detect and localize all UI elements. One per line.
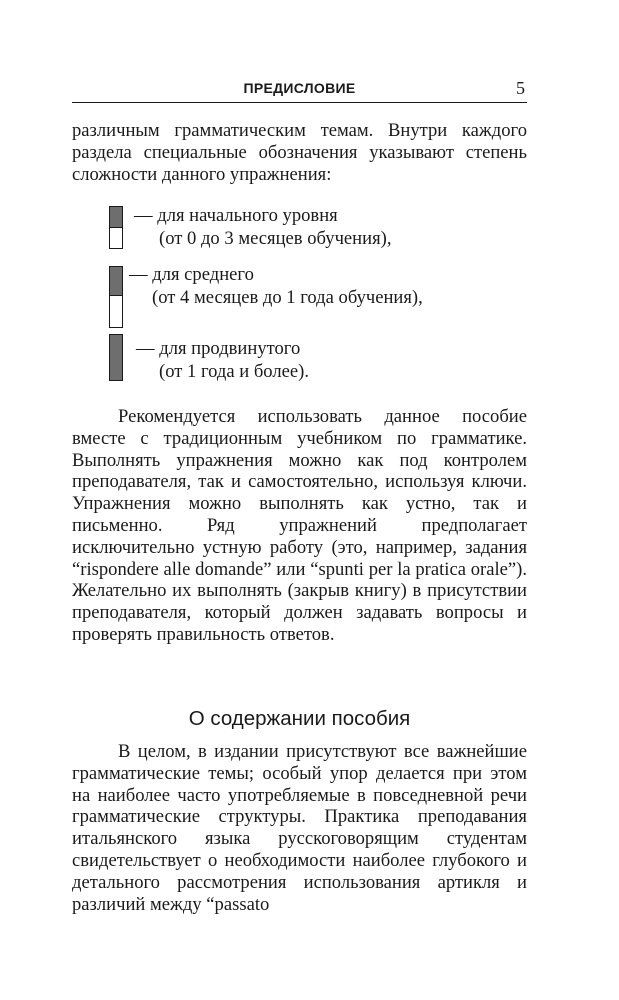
section-heading: О содержании пособия xyxy=(188,707,411,730)
intro-paragraph: различным грамматическим темам. Внутри каждого раздела специальные обозначения указывают степень сложности данного упражнения: xyxy=(72,120,527,185)
header-title: ПРЕДИСЛОВИЕ xyxy=(243,80,356,96)
advanced-level-label: — для продвинутого xyxy=(136,338,301,359)
intermediate-level-label: — для среднего xyxy=(129,264,254,285)
page-number: 5 xyxy=(516,78,525,98)
beginner-level-detail: (от 0 до 3 месяцев обучения), xyxy=(159,228,392,249)
intermediate-level-icon xyxy=(109,266,123,328)
running-header xyxy=(72,78,527,103)
section-paragraph: В целом, в издании присутствуют все важнейшие грамматические темы; особый упор делается при этом на наиболее часто употребляемые в повседневной речи грамматические структуры. Практика преподавания итальянского языка русскоговорящим студентам свидетельствует о необходимости наиболее глубокого и детального рассмотрения использования артикля и различий между “passato xyxy=(72,741,527,915)
advanced-level-detail: (от 1 года и более). xyxy=(159,361,309,382)
beginner-level-icon xyxy=(109,206,123,249)
advanced-level-icon xyxy=(109,334,123,381)
beginner-level-label: — для начального уровня xyxy=(134,205,338,226)
intermediate-level-detail: (от 4 месяцев до 1 года обучения), xyxy=(152,287,423,308)
recommendation-paragraph: Рекомендуется использовать данное пособие вместе с традиционным учебником по грамматике. Выполнять упражнения можно как под контролем преподавателя, так и самостоятельно, используя ключи. Упражнения можно выполнять как устно, так и письменно. Ряд упражнений предполагает исключительно устную работу (это, например, задания “rispondere alle domande” или “spunti per la pratica orale”). Желательно их выполнять (закрыв книгу) в присутствии преподавателя, который должен задавать вопросы и проверять правильность ответов. xyxy=(72,406,527,645)
